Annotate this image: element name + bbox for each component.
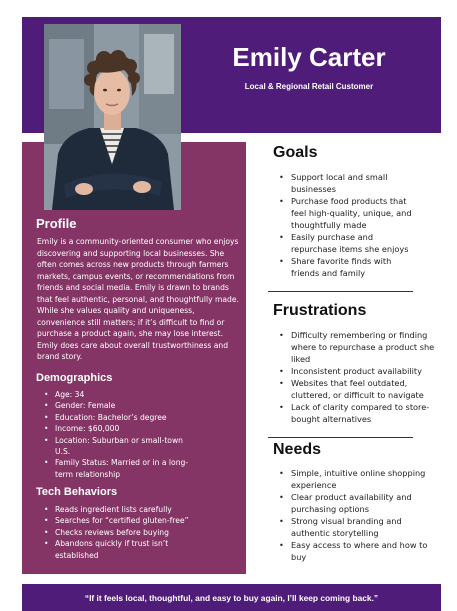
list-item: • Checks reviews before buying bbox=[43, 527, 213, 538]
list-item: • Family Status: Married or in a long-term relationship bbox=[43, 457, 193, 480]
list-item: • Education: Bachelor’s degree bbox=[43, 412, 193, 423]
list-item: • Income: $60,000 bbox=[43, 423, 193, 434]
list-item: • Simple, intuitive online shopping experience bbox=[279, 467, 439, 491]
profile-heading: Profile bbox=[36, 216, 77, 231]
persona-photo bbox=[44, 24, 181, 210]
goals-heading: Goals bbox=[273, 144, 318, 161]
list-item: • Support local and small businesses bbox=[279, 171, 419, 195]
list-item: • Clear product availability and purchasing options bbox=[279, 491, 439, 515]
goals-list bbox=[279, 171, 419, 279]
list-item: • Websites that feel outdated, cluttered, or difficult to navigate bbox=[279, 377, 439, 401]
divider bbox=[268, 437, 413, 438]
persona-subtitle: Local & Regional Retail Customer bbox=[244, 82, 374, 91]
frustrations-list bbox=[279, 329, 439, 425]
list-item: • Easy access to where and how to buy bbox=[279, 539, 439, 563]
list-item: • Inconsistent product availability bbox=[279, 365, 439, 377]
divider bbox=[268, 291, 413, 292]
list-item: • Age: 34 bbox=[43, 389, 193, 400]
list-item: • Gender: Female bbox=[43, 400, 193, 411]
list-item: • Reads ingredient lists carefully bbox=[43, 504, 213, 515]
needs-list bbox=[279, 467, 439, 563]
demographics-heading: Demographics bbox=[36, 372, 113, 384]
tech-behaviors-heading: Tech Behaviors bbox=[36, 486, 118, 498]
needs-heading: Needs bbox=[273, 441, 322, 458]
list-item: • Purchase food products that feel high-quality, unique, and thoughtfully made bbox=[279, 195, 419, 231]
list-item: • Strong visual branding and authentic storytelling bbox=[279, 515, 439, 539]
list-item: • Share favorite finds with friends and family bbox=[279, 255, 419, 279]
frustrations-heading: Frustrations bbox=[273, 302, 367, 319]
profile-text: Emily is a community-oriented consumer who enjoys discovering and supporting local businesses. She often comes across new products through farmers markets, campus events, or recommendations from friends and social media. Emily is drawn to brands that feel authentic, personal, and thoughtfully made. While she values quality and uniqueness, convenience still matters; if it’s difficult to find or purchase a product again, she may lose interest. Emily does care about overall trustworthiness and brand story. bbox=[37, 237, 239, 361]
persona-name: Emily Carter bbox=[232, 42, 386, 72]
list-item: • Easily purchase and repurchase items she enjoys bbox=[279, 231, 419, 255]
list-item: • Lack of clarity compared to store-bought alternatives bbox=[279, 401, 439, 425]
list-item: • Searches for “certified gluten-free” bbox=[43, 515, 213, 526]
tech-behaviors-list bbox=[43, 504, 213, 561]
list-item: • Location: Suburban or small-town U.S. bbox=[43, 435, 193, 458]
list-item: • Difficulty remembering or finding where to repurchase a product she liked bbox=[279, 329, 439, 365]
list-item: • Abandons quickly if trust isn’t established bbox=[43, 538, 213, 561]
persona-quote: “If it feels local, thoughtful, and easy to buy again, I’ll keep coming back.” bbox=[84, 593, 379, 603]
demographics-list bbox=[43, 389, 193, 480]
